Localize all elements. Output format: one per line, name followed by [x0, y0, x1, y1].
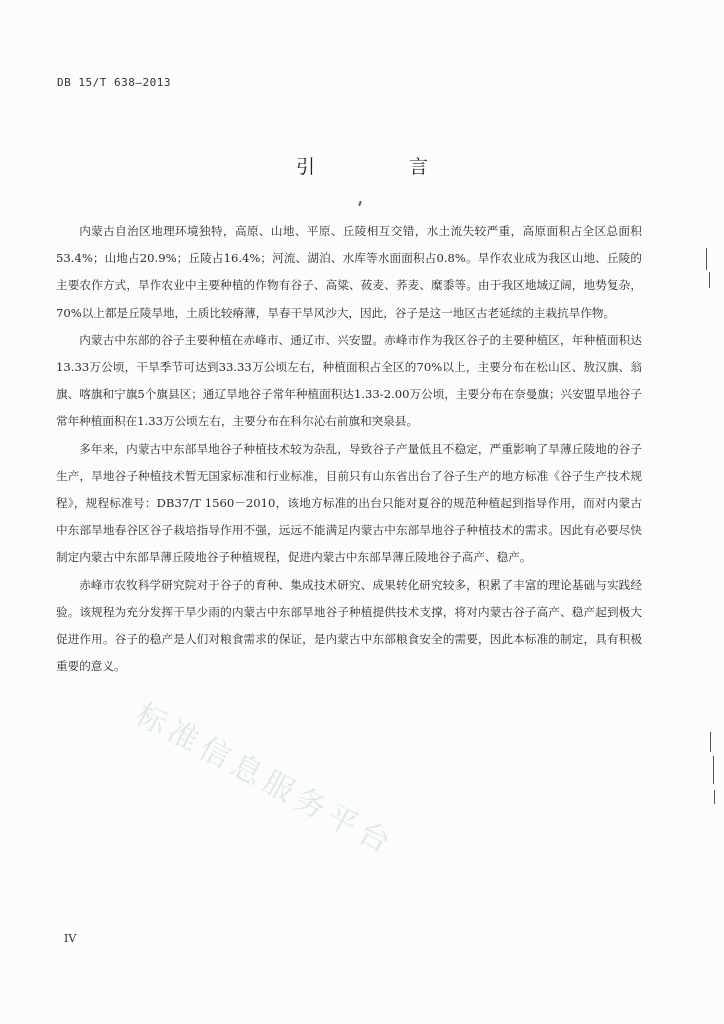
- scan-edge-mark: [714, 790, 715, 804]
- paragraph-technical-gap: 多年来，内蒙古中东部旱地谷子种植技术较为杂乱，导致谷子产量低且不稳定，严重影响了旱薄丘陵地的谷子生产，旱地谷子种植技术暂无国家标准和行业标准，目前只有山东省出台了谷子生产的地方标准《谷子生产技术规程》，规程标准号：DB37/T 1560－2010，该地方标准的出台只能对夏谷的规范种植起到指导作用，而对内蒙古中东部旱地春谷区谷子栽培指导作用不强，远远不能满足内蒙古中东部旱地谷子种植技术的需求。因此有必要尽快制定内蒙古中东部旱薄丘陵地谷子种植规程，促进内蒙古中东部旱薄丘陵地谷子高产、稳产。: [56, 441, 642, 565]
- watermark: 标准信息服务平台: [129, 697, 401, 864]
- page-number: IV: [64, 932, 77, 945]
- scan-edge-mark: [713, 756, 714, 784]
- paragraph-significance: 赤峰市农牧科学研究院对于谷子的育种、集成技术研究、成果转化研究较多，积累了丰富的理论基础与实践经验。该规程为充分发挥干旱少雨的内蒙古中东部旱地谷子种植提供技术支撑，将对内蒙古谷子高产、稳产起到极大促进作用。谷子的稳产是人们对粮食需求的保证，是内蒙古中东部粮食安全的需要，因此本标准的制定，具有积极重要的意义。: [56, 577, 642, 674]
- document-code: DB 15/T 638—2013: [57, 76, 171, 89]
- paragraph-geography: 内蒙古自治区地理环境独特，高原、山地、平原、丘陵相互交错，水土流失较严重，高原面积占全区总面积53.4%；山地占20.9%；丘陵占16.4%；河流、湖泊、水库等水面面积占0.8%。旱作农业成为我区山地、丘陵的主要农作方式，旱作农业中主要种植的作物有谷子、高粱、莜麦、荞麦、糜黍等。由于我区地域辽阔，地势复杂，70%以上都是丘陵旱地，土质比较瘠薄，旱春干旱风沙大，因此，谷子是这一地区古老延续的主栽抗旱作物。: [56, 224, 642, 320]
- scan-edge-mark: [706, 248, 707, 270]
- paragraph-planting-regions: 内蒙古中东部的谷子主要种植在赤峰市、通辽市、兴安盟。赤峰市作为我区谷子的主要种植区，年种植面积达13.33万公顷，干旱季节可达到33.33万公顷左右，种植面积占全区的70%以上，主要分布在松山区、敖汉旗、翁旗、喀旗和宁旗5个旗县区；通辽旱地谷子常年种植面积达1.33-2.00万公顷，主要分布在奈曼旗；兴安盟旱地谷子常年种植面积在1.33万公顷左右，主要分布在科尔沁右前旗和突泉县。: [56, 332, 642, 429]
- scan-edge-mark: [709, 272, 710, 288]
- introduction-body: [56, 218, 642, 680]
- scan-tick-mark: [358, 201, 362, 206]
- section-title: 引 言: [295, 156, 473, 178]
- scan-edge-mark: [710, 732, 711, 752]
